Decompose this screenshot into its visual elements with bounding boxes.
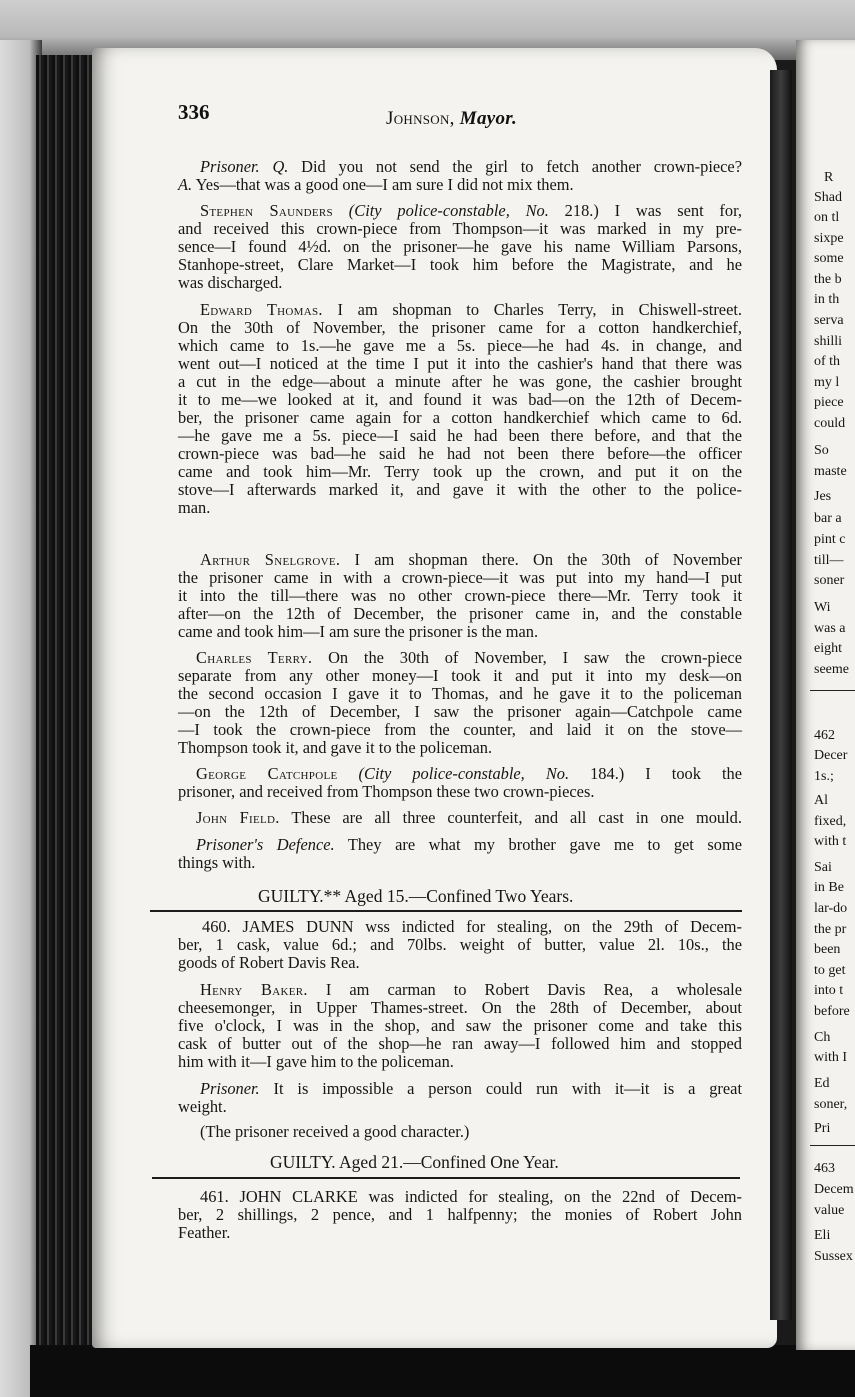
text-line: —on the 12th of December, I saw the prisoner again—Catchpole came — [178, 702, 742, 721]
text-line: things with. — [178, 853, 256, 872]
text-line: 460. JAMES DUNN wss indicted for stealing, on the 29th of Decem- — [202, 917, 742, 936]
facing-page-line: fixed, — [814, 814, 847, 829]
text-line: Arthur Snelgrove. I am shopman there. On the 30th of November — [200, 550, 742, 569]
text-line: On the 30th of November, the prisoner came for a cotton handkerchief, — [178, 318, 742, 337]
facing-page-line: sixpe — [814, 231, 844, 246]
facing-page-line: Decem — [814, 1182, 854, 1197]
facing-page-divider — [810, 1145, 855, 1146]
text-line: went out—I noticed at the time I put it into the cashier's hand that there was — [178, 354, 742, 373]
facing-page-line: Shad — [814, 190, 842, 205]
facing-page-divider — [810, 690, 855, 691]
facing-page-line: with t — [814, 834, 847, 849]
facing-page-line: maste — [814, 464, 847, 479]
facing-page-line: seeme — [814, 662, 849, 677]
facing-page-line: Wi — [814, 600, 831, 615]
text-line: ber, 2 shillings, 2 pence, and 1 halfpenny; the monies of Robert John — [178, 1205, 742, 1224]
facing-page-fragment — [796, 40, 855, 1350]
facing-page-line: till— — [814, 553, 844, 568]
text-line: Prisoner's Defence. They are what my brother gave me to get some — [196, 835, 742, 854]
text-line: cask of butter out of the shop—he ran away—I followed him and stopped — [178, 1034, 742, 1053]
text-line: after—on the 12th of December, the prisoner came in, and the constable — [178, 604, 742, 623]
text-line: —I took the crown-piece from the counter, and laid it on the stove— — [178, 720, 742, 739]
text-line: a cut in the edge—about a minute after he was gone, the cashier brought — [178, 372, 742, 391]
book-spine — [36, 55, 96, 1360]
text-line: came and took him—I am sure the prisoner is the man. — [178, 622, 539, 641]
page-number: 336 — [178, 100, 210, 124]
text-line: and received this crown-piece from Thompson—it was marked in my pre- — [178, 219, 742, 238]
facing-page-line: could — [814, 416, 846, 431]
section-divider — [152, 1177, 740, 1179]
facing-page-line: value — [814, 1203, 845, 1218]
facing-page-line: shilli — [814, 334, 843, 349]
text-line: man. — [178, 498, 211, 517]
facing-page-line: Eli — [814, 1228, 831, 1243]
facing-page-line: the pr — [814, 922, 847, 937]
text-line: Feather. — [178, 1223, 231, 1242]
facing-page-line: 1s.; — [814, 769, 834, 784]
facing-page-line: 462 — [814, 728, 835, 743]
running-head-name: Johnson, — [386, 108, 455, 129]
text-line: sence—I found 4½d. on the prisoner—he gave his name William Parsons, — [178, 237, 742, 256]
facing-page-line: So — [814, 443, 829, 458]
text-line: was discharged. — [178, 273, 283, 292]
text-line: crown-piece was bad—he said he had not been there before—the officer — [178, 444, 742, 463]
text-line: the prisoner came in with a crown-piece—it was put into my hand—I put — [178, 568, 742, 587]
text-line: the second occasion I gave it to Thomas, and he gave it to the policeman — [178, 684, 742, 703]
text-line: it to me—we looked at it, and found it was bad—on the 12th of Decem- — [178, 390, 742, 409]
facing-page-line: bar a — [814, 511, 842, 526]
text-line: goods of Robert Davis Rea. — [178, 953, 360, 972]
facing-page-line: in Be — [814, 880, 844, 895]
text-line: A. Yes—that was a good one—I am sure I did not mix them. — [178, 175, 574, 194]
text-line: it into the till—there was no other crown-piece there—Mr. Terry took it — [178, 586, 742, 605]
facing-page-line: 463 — [814, 1161, 835, 1176]
text-line: Stanhope-street, Clare Market—I took him before the Magistrate, and he — [178, 255, 742, 274]
text-line: stove—I afterwards marked it, and gave it with the other to the police- — [178, 480, 742, 499]
facing-page-line: eight — [814, 641, 842, 656]
text-line: 461. JOHN CLARKE was indicted for stealing, on the 22nd of Decem- — [200, 1187, 742, 1206]
text-line: prisoner, and received from Thompson these two crown-pieces. — [178, 782, 595, 801]
facing-page-line: to get — [814, 963, 846, 978]
facing-page-line: was a — [814, 621, 846, 636]
facing-page-line: Decer — [814, 748, 848, 763]
section-divider — [150, 910, 742, 912]
facing-page-line: piece — [814, 395, 844, 410]
text-line: ber, the prisoner came again for a cotton handkerchief which came to 6d. — [178, 408, 742, 427]
text-line: —he gave me a 5s. piece—I said he had been there before, and that the — [178, 426, 742, 445]
facing-page-line: with I — [814, 1050, 848, 1065]
text-line: came and took him—Mr. Terry took up the crown, and put it on the — [178, 462, 742, 481]
facing-page-line: into t — [814, 983, 844, 998]
text-line: Stephen Saunders (City police-constable, No. 218.) I was sent for, — [200, 201, 742, 220]
facing-page-line: in th — [814, 292, 840, 307]
text-line: which came to 1s.—he gave me a 5s. piece—he had 4s. in change, and — [178, 336, 742, 355]
text-line: Edward Thomas. I am shopman to Charles Terry, in Chiswell-street. — [200, 300, 742, 319]
facing-page-line: Sai — [814, 860, 832, 875]
facing-page-line: soner, — [814, 1097, 848, 1112]
verdict-line: GUILTY. Aged 21.—Confined One Year. — [270, 1152, 559, 1172]
facing-page-line: before — [814, 1004, 850, 1019]
facing-page-line: been — [814, 942, 841, 957]
text-line: cheesemonger, in Upper Thames-street. On the 28th of December, about — [178, 998, 742, 1017]
text-line: ber, 1 cask, value 6d.; and 70lbs. weight of butter, value 2l. 10s., the — [178, 935, 742, 954]
text-line: (The prisoner received a good character.) — [200, 1122, 470, 1141]
facing-page-line: of th — [814, 354, 841, 369]
facing-page-line: on tl — [814, 210, 840, 225]
facing-page-line: lar-do — [814, 901, 848, 916]
text-line: Prisoner. Q. Did you not send the girl to fetch another crown-piece? — [200, 157, 742, 176]
running-head — [386, 108, 517, 130]
facing-page-line: Jes — [814, 489, 832, 504]
facing-page-line: some — [814, 251, 844, 266]
scanner-background-bottom — [30, 1345, 855, 1397]
text-line: five o'clock, I was in the shop, and saw the prisoner come and take this — [178, 1016, 742, 1035]
text-line: Charles Terry. On the 30th of November, I saw the crown-piece — [196, 648, 742, 667]
text-line: Henry Baker. I am carman to Robert Davis Rea, a wholesale — [200, 980, 742, 999]
text-line: separate from any other money—I took it and put it into my desk—on — [178, 666, 742, 685]
facing-page-line: Ch — [814, 1030, 831, 1045]
page-gutter-shadow — [770, 70, 792, 1320]
facing-page-line: serva — [814, 313, 844, 328]
facing-page-line: Ed — [814, 1076, 830, 1091]
text-line: Thompson took it, and gave it to the policeman. — [178, 738, 493, 757]
facing-page-line: soner — [814, 573, 845, 588]
facing-page-line: R — [824, 170, 834, 185]
facing-page-line: Al — [814, 793, 828, 808]
running-head-title: Mayor. — [459, 108, 518, 129]
facing-page-line: my l — [814, 375, 840, 390]
text-line: John Field. These are all three counterfeit, and all cast in one mould. — [196, 808, 742, 827]
verdict-line: GUILTY.** Aged 15.—Confined Two Years. — [258, 886, 574, 906]
facing-page-line: pint c — [814, 532, 846, 547]
facing-page-line: the b — [814, 272, 842, 287]
text-line: George Catchpole (City police-constable, No. 184.) I took the — [196, 764, 742, 783]
text-line: weight. — [178, 1097, 227, 1116]
text-line: Prisoner. It is impossible a person could run with it—it is a great — [200, 1079, 742, 1098]
text-line: him with it—I gave him to the policeman. — [178, 1052, 454, 1071]
facing-page-line: Pri — [814, 1121, 831, 1136]
facing-page-line: Sussex — [814, 1249, 853, 1264]
